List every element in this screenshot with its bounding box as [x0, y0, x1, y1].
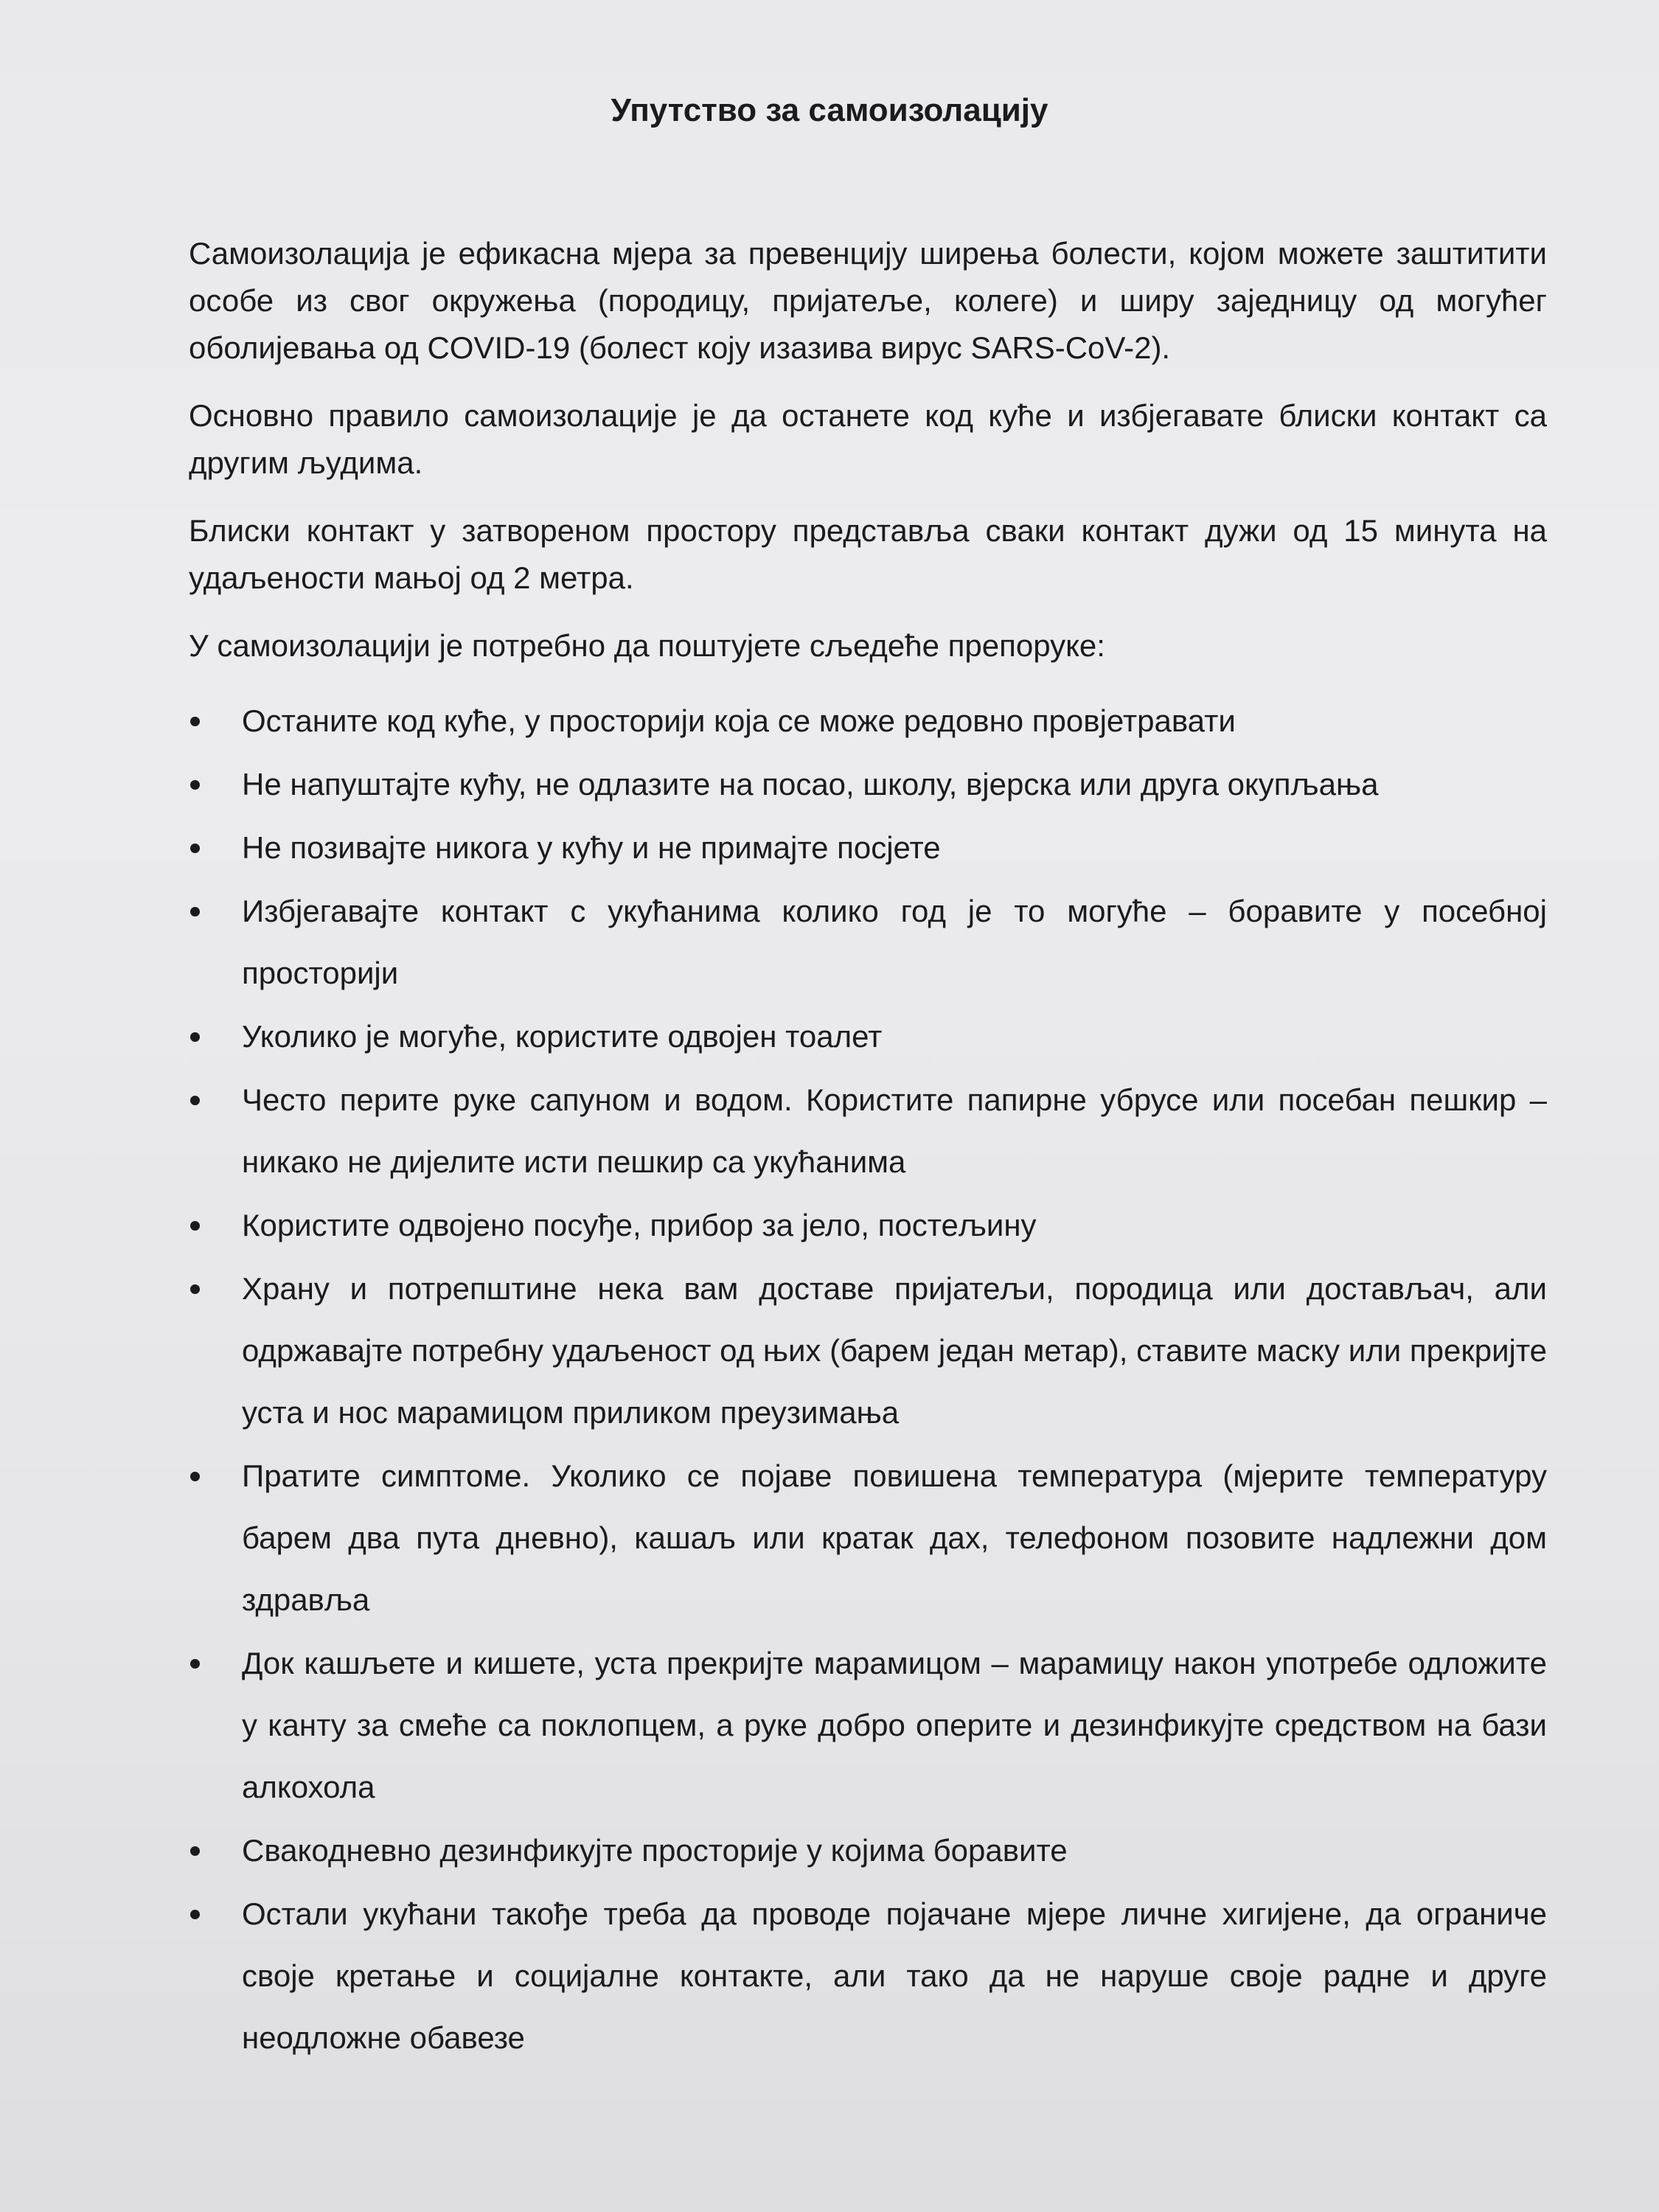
list-item-text: Избјегавајте контакт с укућанима колико год је то могуће – боравите у посебној просторији — [242, 894, 1547, 990]
list-item-text: Храну и потрепштине нека вам доставе пријатељи, породица или достављач, али одржавајте потребну удаљеност од њих (барем један метар), ставите маску или прекријте уста и нос марамицом приликом преузимања — [242, 1271, 1547, 1430]
list-item — [189, 1820, 1547, 1882]
list-item-text: Користите одвојено посуђе, прибор за јело, постељину — [242, 1208, 1037, 1242]
list-item-text: Док кашљете и кишете, уста прекријте марамицом – марамицу након употребе одложите у канту за смеће са поклопцем, а руке добро оперите и дезинфикујте средством на бази алкохола — [242, 1646, 1547, 1804]
bullet-icon — [190, 907, 200, 917]
document-body — [189, 230, 1547, 2070]
list-item-text: Не позивајте никога у кућу и не примајте посјете — [242, 830, 941, 865]
list-item — [189, 1445, 1547, 1631]
bullet-icon — [190, 1096, 200, 1105]
list-item — [189, 1069, 1547, 1193]
bullet-icon — [190, 844, 200, 853]
list-item — [189, 880, 1547, 1004]
list-item — [189, 1632, 1547, 1818]
recommendations-lead-paragraph: У самоизолацији је потребно да поштујете сљедеће препоруке: — [189, 628, 1105, 663]
list-item-text: Свакодневно дезинфикујте просторије у којима боравите — [242, 1833, 1068, 1868]
bullet-icon — [190, 1846, 200, 1856]
list-item — [189, 690, 1547, 752]
list-item-text: Останите код куће, у просторији која се може редовно провјетравати — [242, 703, 1236, 738]
list-item-text: Не напуштајте кућу, не одлазите на посао, школу, вјерска или друга окупљања — [242, 767, 1379, 801]
bullet-icon — [190, 1032, 200, 1042]
list-item — [189, 754, 1547, 815]
bullet-icon — [190, 780, 200, 790]
basic-rule-paragraph: Основно правило самоизолације је да останете код куће и избјегавате блиски контакт са другим људима. — [189, 398, 1547, 480]
list-item — [189, 817, 1547, 879]
bullet-icon — [190, 1472, 200, 1481]
bullet-icon — [190, 1284, 200, 1294]
bullet-icon — [190, 1910, 200, 1919]
close-contact-paragraph: Блиски контакт у затвореном простору представља сваки контакт дужи од 15 минута на удаљености мањој од 2 метра. — [189, 513, 1547, 595]
list-item — [189, 1006, 1547, 1068]
bullet-icon — [190, 1659, 200, 1669]
list-item-text: Остали укућани такође треба да проводе појачане мјере личне хигијене, да ограниче своје кретање и социјалне контакте, али тако да не наруше своје радне и друге неодложне обавезе — [242, 1896, 1547, 2055]
list-item-text: Пратите симптоме. Уколико се појаве повишена температура (мјерите температуру барем два пута дневно), кашаљ или кратак дах, телефоном позовите надлежни дом здравља — [242, 1458, 1547, 1617]
list-item — [189, 1883, 1547, 2069]
list-item — [189, 1258, 1547, 1444]
recommendations-list — [189, 690, 1547, 2069]
document-title: Упутство за самоизолацију — [611, 92, 1048, 128]
list-item-text: Уколико је могуће, користите одвојен тоалет — [242, 1019, 883, 1054]
list-item — [189, 1194, 1547, 1256]
list-item-text: Често перите руке сапуном и водом. Користите папирне убрусе или посебан пешкир – никако не дијелите исти пешкир са укућанима — [242, 1082, 1547, 1179]
bullet-icon — [190, 717, 200, 726]
intro-paragraph: Самоизолација је ефикасна мјера за превенцију ширења болести, којом можете заштитити особе из свог окружења (породицу, пријатеље, колеге) и ширу заједницу од могућег оболијевања од COVID-19 (болест коју изазива вирус SARS-CoV-2). — [189, 236, 1547, 365]
bullet-icon — [190, 1221, 200, 1231]
